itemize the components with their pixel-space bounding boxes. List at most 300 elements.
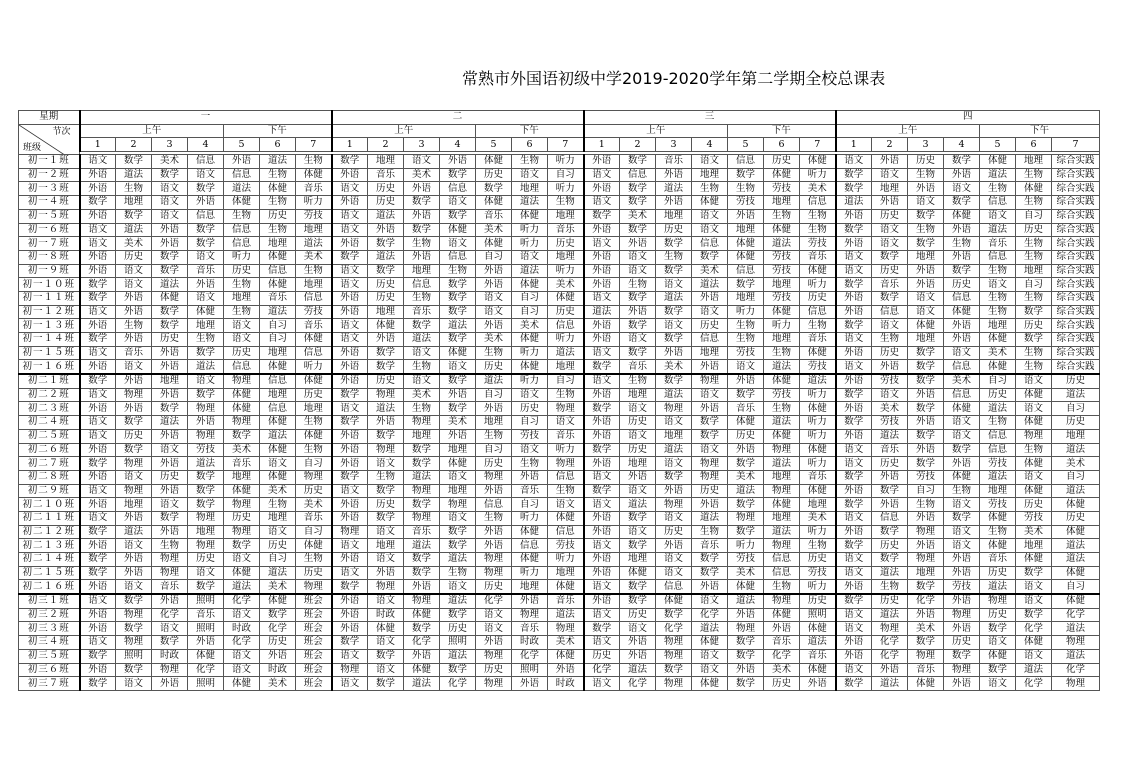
subject-cell: 数学 <box>980 622 1016 636</box>
subject-cell: 物理 <box>476 677 512 691</box>
subject-cell: 外语 <box>944 250 980 264</box>
subject-cell: 综合实践 <box>1052 360 1100 374</box>
subject-cell: 语文 <box>656 416 692 430</box>
subject-cell: 外语 <box>584 319 620 333</box>
subject-cell: 语文 <box>584 677 620 691</box>
subject-cell: 道法 <box>296 237 332 251</box>
subject-cell: 外语 <box>908 443 944 457</box>
table-row <box>19 511 1100 525</box>
subject-cell: 历史 <box>692 319 728 333</box>
subject-cell: 外语 <box>512 677 548 691</box>
subject-cell: 数学 <box>728 498 764 512</box>
subject-cell: 历史 <box>764 677 800 691</box>
subject-cell: 物理 <box>368 388 404 402</box>
subject-cell: 劳技 <box>296 209 332 223</box>
subject-cell: 时政 <box>512 636 548 650</box>
subject-cell: 语文 <box>944 539 980 553</box>
subject-cell: 语文 <box>1016 470 1052 484</box>
subject-cell: 地理 <box>440 443 476 457</box>
subject-cell: 体健 <box>548 649 584 663</box>
subject-cell: 生物 <box>404 291 440 305</box>
subject-cell: 物理 <box>116 636 152 650</box>
period-number: 7 <box>1052 138 1100 152</box>
class-name-cell: 初二１２班 <box>19 525 80 539</box>
subject-cell: 信息 <box>620 168 656 182</box>
subject-cell: 外语 <box>80 250 116 264</box>
subject-cell: 信息 <box>512 539 548 553</box>
subject-cell: 体健 <box>944 305 980 319</box>
subject-cell: 外语 <box>332 429 368 443</box>
subject-cell: 语文 <box>332 182 368 196</box>
subject-cell: 物理 <box>332 525 368 539</box>
subject-cell: 外语 <box>872 155 908 169</box>
subject-cell: 化学 <box>224 636 260 650</box>
subject-cell: 语文 <box>980 677 1016 691</box>
subject-cell: 道法 <box>188 457 224 471</box>
subject-cell: 数学 <box>872 291 908 305</box>
subject-cell: 体健 <box>440 457 476 471</box>
subject-cell: 数学 <box>620 580 656 594</box>
subject-cell: 数学 <box>152 305 188 319</box>
subject-cell: 数学 <box>80 457 116 471</box>
subject-cell: 外语 <box>80 360 116 374</box>
subject-cell: 信息 <box>872 511 908 525</box>
subject-cell: 听力 <box>224 250 260 264</box>
subject-cell: 历史 <box>368 498 404 512</box>
subject-cell: 劳技 <box>764 182 800 196</box>
subject-cell: 体健 <box>224 196 260 210</box>
subject-cell: 信息 <box>980 443 1016 457</box>
table-row <box>19 443 1100 457</box>
class-name-cell: 初一６班 <box>19 223 80 237</box>
subject-cell: 美术 <box>512 319 548 333</box>
subject-cell: 数学 <box>656 237 692 251</box>
subject-cell: 数学 <box>908 429 944 443</box>
subject-cell: 道法 <box>836 196 872 210</box>
subject-cell: 语文 <box>620 429 656 443</box>
subject-cell: 外语 <box>332 498 368 512</box>
subject-cell: 地理 <box>908 333 944 347</box>
subject-cell: 生物 <box>620 278 656 292</box>
subject-cell: 数学 <box>908 580 944 594</box>
subject-cell: 听力 <box>800 429 836 443</box>
subject-cell: 历史 <box>656 223 692 237</box>
subject-cell: 化学 <box>152 608 188 622</box>
subject-cell: 数学 <box>152 636 188 650</box>
subject-cell: 听力 <box>800 388 836 402</box>
period-number: 1 <box>584 138 620 152</box>
subject-cell: 外语 <box>692 402 728 416</box>
subject-cell: 体健 <box>1016 636 1052 650</box>
subject-cell: 外语 <box>836 636 872 650</box>
subject-cell: 自习 <box>908 484 944 498</box>
subject-cell: 道法 <box>620 498 656 512</box>
subject-cell: 地理 <box>980 484 1016 498</box>
subject-cell: 外语 <box>80 402 116 416</box>
subject-cell: 听力 <box>548 182 584 196</box>
subject-cell: 劳技 <box>764 388 800 402</box>
subject-cell: 外语 <box>656 346 692 360</box>
subject-cell: 信息 <box>944 388 980 402</box>
subject-cell: 语文 <box>908 305 944 319</box>
subject-cell: 外语 <box>908 511 944 525</box>
subject-cell: 数学 <box>872 484 908 498</box>
subject-cell: 外语 <box>116 305 152 319</box>
subject-cell: 外语 <box>332 196 368 210</box>
subject-cell: 外语 <box>116 333 152 347</box>
subject-cell: 语文 <box>584 636 620 650</box>
subject-cell: 体健 <box>476 196 512 210</box>
subject-cell: 体健 <box>296 429 332 443</box>
subject-cell: 数学 <box>80 553 116 567</box>
subject-cell: 生物 <box>260 498 296 512</box>
subject-cell: 美术 <box>260 677 296 691</box>
subject-cell: 体健 <box>188 305 224 319</box>
table-row <box>19 429 1100 443</box>
subject-cell: 外语 <box>116 402 152 416</box>
table-row <box>19 622 1100 636</box>
subject-cell: 语文 <box>584 346 620 360</box>
table-row <box>19 291 1100 305</box>
subject-cell: 外语 <box>332 622 368 636</box>
subject-cell: 数学 <box>980 663 1016 677</box>
subject-cell: 语文 <box>188 566 224 580</box>
subject-cell: 地理 <box>188 525 224 539</box>
subject-cell: 综合实践 <box>1052 155 1100 169</box>
class-name-cell: 初一９班 <box>19 264 80 278</box>
subject-cell: 语文 <box>512 388 548 402</box>
subject-cell: 语文 <box>116 264 152 278</box>
subject-cell: 道法 <box>404 677 440 691</box>
subject-cell: 外语 <box>584 223 620 237</box>
subject-cell: 外语 <box>620 470 656 484</box>
subject-cell: 音乐 <box>404 525 440 539</box>
subject-cell: 历史 <box>260 539 296 553</box>
subject-cell: 化学 <box>440 677 476 691</box>
subject-cell: 体健 <box>260 470 296 484</box>
subject-cell: 音乐 <box>980 553 1016 567</box>
subject-cell: 语文 <box>872 319 908 333</box>
period-number: 6 <box>1016 138 1052 152</box>
subject-cell: 数学 <box>332 416 368 430</box>
subject-cell: 外语 <box>116 374 152 388</box>
table-row <box>19 388 1100 402</box>
table-row <box>19 209 1100 223</box>
subject-cell: 体健 <box>1016 416 1052 430</box>
subject-cell: 地理 <box>728 291 764 305</box>
subject-cell: 生物 <box>980 264 1016 278</box>
subject-cell: 音乐 <box>404 305 440 319</box>
am-header-2: 上午 <box>332 124 476 138</box>
subject-cell: 道法 <box>1052 622 1100 636</box>
subject-cell: 外语 <box>332 346 368 360</box>
subject-cell: 物理 <box>728 511 764 525</box>
subject-cell: 道法 <box>116 525 152 539</box>
subject-cell: 地理 <box>1052 429 1100 443</box>
subject-cell: 数学 <box>872 525 908 539</box>
pm-header-4: 下午 <box>980 124 1100 138</box>
subject-cell: 历史 <box>368 291 404 305</box>
subject-cell: 数学 <box>440 305 476 319</box>
subject-cell: 道法 <box>692 511 728 525</box>
subject-cell: 化学 <box>1016 677 1052 691</box>
subject-cell: 生物 <box>548 388 584 402</box>
subject-cell: 历史 <box>368 182 404 196</box>
subject-cell: 道法 <box>764 525 800 539</box>
subject-cell: 数学 <box>80 566 116 580</box>
table-row <box>19 278 1100 292</box>
subject-cell: 体健 <box>548 291 584 305</box>
subject-cell: 美术 <box>404 388 440 402</box>
subject-cell: 历史 <box>512 402 548 416</box>
subject-cell: 生物 <box>152 539 188 553</box>
subject-cell: 道法 <box>872 608 908 622</box>
subject-cell: 自习 <box>512 291 548 305</box>
period-label: 节次 <box>52 126 71 137</box>
subject-cell: 历史 <box>224 264 260 278</box>
subject-cell: 照明 <box>800 608 836 622</box>
subject-cell: 语文 <box>692 649 728 663</box>
subject-cell: 数学 <box>944 443 980 457</box>
subject-cell: 体健 <box>404 663 440 677</box>
subject-cell: 劳技 <box>764 291 800 305</box>
subject-cell: 地理 <box>764 511 800 525</box>
subject-cell: 历史 <box>1016 223 1052 237</box>
subject-cell: 体健 <box>692 677 728 691</box>
subject-cell: 历史 <box>800 553 836 567</box>
subject-cell: 体健 <box>296 333 332 347</box>
subject-cell: 数学 <box>584 443 620 457</box>
subject-cell: 数学 <box>152 264 188 278</box>
subject-cell: 道法 <box>764 416 800 430</box>
subject-cell: 综合实践 <box>1052 237 1100 251</box>
subject-cell: 外语 <box>332 553 368 567</box>
subject-cell: 物理 <box>548 622 584 636</box>
subject-cell: 物理 <box>188 402 224 416</box>
subject-cell: 生物 <box>1016 443 1052 457</box>
class-name-cell: 初二４班 <box>19 416 80 430</box>
subject-cell: 体健 <box>1016 388 1052 402</box>
subject-cell: 生物 <box>692 182 728 196</box>
subject-cell: 物理 <box>476 553 512 567</box>
subject-cell: 物理 <box>1052 636 1100 650</box>
subject-cell: 道法 <box>368 402 404 416</box>
subject-cell: 数学 <box>332 388 368 402</box>
period-number: 5 <box>476 138 512 152</box>
subject-cell: 历史 <box>728 429 764 443</box>
subject-cell: 历史 <box>620 416 656 430</box>
subject-cell: 音乐 <box>548 594 584 608</box>
subject-cell: 体健 <box>764 168 800 182</box>
page-title: 常熟市外国语初级中学2019-2020学年第二学期全校总课表 <box>462 69 886 88</box>
subject-cell: 历史 <box>116 429 152 443</box>
subject-cell: 外语 <box>332 291 368 305</box>
subject-cell: 信息 <box>944 291 980 305</box>
subject-cell: 道法 <box>548 346 584 360</box>
subject-cell: 外语 <box>152 346 188 360</box>
subject-cell: 信息 <box>440 182 476 196</box>
subject-cell: 语文 <box>584 498 620 512</box>
subject-cell: 外语 <box>116 553 152 567</box>
subject-cell: 听力 <box>512 346 548 360</box>
subject-cell: 数学 <box>332 636 368 650</box>
subject-cell: 外语 <box>836 209 872 223</box>
subject-cell: 外语 <box>692 498 728 512</box>
table-row <box>19 319 1100 333</box>
subject-cell: 语文 <box>80 511 116 525</box>
header-corner <box>19 124 80 154</box>
subject-cell: 语文 <box>188 291 224 305</box>
subject-cell: 班会 <box>296 636 332 650</box>
subject-cell: 自习 <box>476 388 512 402</box>
subject-cell: 外语 <box>80 443 116 457</box>
subject-cell: 化学 <box>188 663 224 677</box>
period-number: 3 <box>152 138 188 152</box>
subject-cell: 体健 <box>1052 498 1100 512</box>
subject-cell: 语文 <box>188 374 224 388</box>
table-row <box>19 168 1100 182</box>
subject-cell: 物理 <box>188 539 224 553</box>
subject-cell: 外语 <box>332 305 368 319</box>
subject-cell: 信息 <box>440 250 476 264</box>
subject-cell: 化学 <box>584 663 620 677</box>
subject-cell: 历史 <box>1016 319 1052 333</box>
subject-cell: 数学 <box>368 237 404 251</box>
subject-cell: 生物 <box>1016 250 1052 264</box>
subject-cell: 语文 <box>440 580 476 594</box>
subject-cell: 物理 <box>296 470 332 484</box>
subject-cell: 数学 <box>620 182 656 196</box>
period-number: 5 <box>224 138 260 152</box>
subject-cell: 自习 <box>260 553 296 567</box>
subject-cell: 道法 <box>512 264 548 278</box>
subject-cell: 外语 <box>836 374 872 388</box>
subject-cell: 历史 <box>188 553 224 567</box>
subject-cell: 化学 <box>908 594 944 608</box>
subject-cell: 语文 <box>440 470 476 484</box>
class-name-cell: 初二１６班 <box>19 580 80 594</box>
class-name-cell: 初二１４班 <box>19 553 80 567</box>
subject-cell: 语文 <box>476 291 512 305</box>
subject-cell: 体健 <box>1052 525 1100 539</box>
subject-cell: 物理 <box>692 374 728 388</box>
subject-cell: 生物 <box>404 360 440 374</box>
subject-cell: 语文 <box>332 333 368 347</box>
subject-cell: 地理 <box>116 196 152 210</box>
subject-cell: 数学 <box>332 250 368 264</box>
subject-cell: 美术 <box>656 360 692 374</box>
subject-cell: 生物 <box>368 470 404 484</box>
subject-cell: 外语 <box>944 333 980 347</box>
subject-cell: 自习 <box>1052 470 1100 484</box>
am-header-4: 上午 <box>836 124 980 138</box>
subject-cell: 劳技 <box>872 416 908 430</box>
subject-cell: 体健 <box>908 677 944 691</box>
subject-cell: 历史 <box>260 209 296 223</box>
subject-cell: 语文 <box>836 663 872 677</box>
subject-cell: 外语 <box>476 636 512 650</box>
subject-cell: 听力 <box>728 539 764 553</box>
subject-cell: 外语 <box>584 525 620 539</box>
subject-cell: 自习 <box>512 305 548 319</box>
subject-cell: 外语 <box>944 594 980 608</box>
subject-cell: 数学 <box>404 196 440 210</box>
subject-cell: 历史 <box>872 209 908 223</box>
subject-cell: 化学 <box>1016 622 1052 636</box>
subject-cell: 语文 <box>152 209 188 223</box>
subject-cell: 地理 <box>260 346 296 360</box>
subject-cell: 地理 <box>476 416 512 430</box>
subject-cell: 信息 <box>548 319 584 333</box>
subject-cell: 数学 <box>152 402 188 416</box>
period-number: 1 <box>332 138 368 152</box>
subject-cell: 数学 <box>80 677 116 691</box>
subject-cell: 生物 <box>1016 360 1052 374</box>
subject-cell: 外语 <box>80 663 116 677</box>
subject-cell: 信息 <box>224 223 260 237</box>
subject-cell: 语文 <box>836 250 872 264</box>
subject-cell: 物理 <box>224 525 260 539</box>
subject-cell: 地理 <box>260 237 296 251</box>
subject-cell: 外语 <box>728 608 764 622</box>
subject-cell: 生物 <box>656 250 692 264</box>
subject-cell: 历史 <box>908 155 944 169</box>
subject-cell: 外语 <box>656 484 692 498</box>
subject-cell: 体健 <box>728 580 764 594</box>
subject-cell: 历史 <box>980 566 1016 580</box>
period-number: 7 <box>548 138 584 152</box>
subject-cell: 生物 <box>116 319 152 333</box>
subject-cell: 语文 <box>116 539 152 553</box>
subject-cell: 语文 <box>692 663 728 677</box>
subject-cell: 地理 <box>764 278 800 292</box>
subject-cell: 外语 <box>836 649 872 663</box>
subject-cell: 听力 <box>548 155 584 169</box>
subject-cell: 信息 <box>872 305 908 319</box>
subject-cell: 体健 <box>224 402 260 416</box>
subject-cell: 自习 <box>1052 402 1100 416</box>
subject-cell: 听力 <box>512 374 548 388</box>
subject-cell: 语文 <box>836 608 872 622</box>
subject-cell: 地理 <box>800 498 836 512</box>
period-number: 2 <box>620 138 656 152</box>
class-name-cell: 初一２班 <box>19 168 80 182</box>
subject-cell: 语文 <box>224 319 260 333</box>
subject-cell: 道法 <box>764 360 800 374</box>
subject-cell: 数学 <box>116 594 152 608</box>
subject-cell: 物理 <box>404 484 440 498</box>
subject-cell: 数学 <box>440 539 476 553</box>
subject-cell: 语文 <box>404 155 440 169</box>
subject-cell: 外语 <box>368 566 404 580</box>
header-row-session <box>19 124 1100 138</box>
subject-cell: 生物 <box>260 196 296 210</box>
subject-cell: 外语 <box>80 319 116 333</box>
subject-cell: 物理 <box>656 498 692 512</box>
period-number: 5 <box>980 138 1016 152</box>
subject-cell: 化学 <box>404 636 440 650</box>
period-number: 2 <box>872 138 908 152</box>
subject-cell: 语文 <box>1016 649 1052 663</box>
subject-cell: 外语 <box>152 223 188 237</box>
subject-cell: 外语 <box>152 677 188 691</box>
subject-cell: 体健 <box>1016 457 1052 471</box>
subject-cell: 外语 <box>152 360 188 374</box>
subject-cell: 语文 <box>836 622 872 636</box>
subject-cell: 语文 <box>980 636 1016 650</box>
subject-cell: 地理 <box>980 319 1016 333</box>
subject-cell: 道法 <box>1052 484 1100 498</box>
